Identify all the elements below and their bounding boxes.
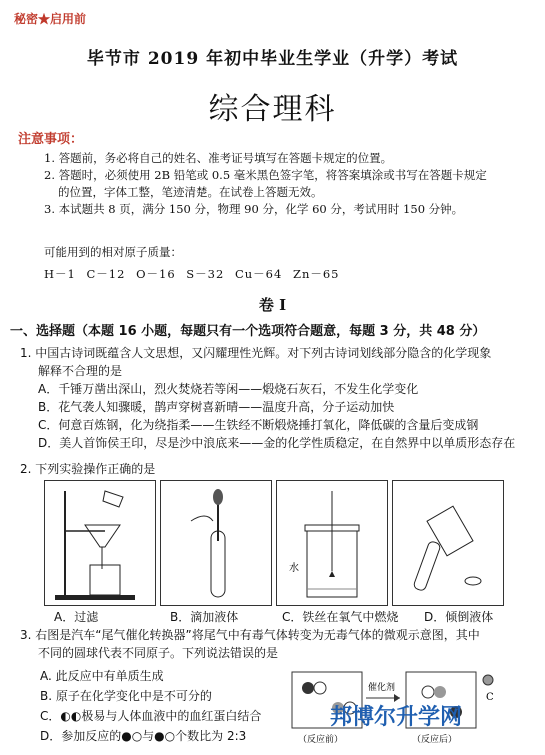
dropper-figure xyxy=(160,480,272,606)
catalyst-label: 催化剂 xyxy=(368,683,396,693)
notice-list xyxy=(44,150,524,218)
q1-stem-cont: 解释不合理的是 xyxy=(38,364,123,378)
q2-stem: 2. 下列实验操作正确的是 xyxy=(20,462,156,476)
notice-item: 的位置，字体工整，笔迹清楚。在试卷上答题无效。 xyxy=(58,185,323,199)
q3-stem: 3. 右图是汽车“尾气催化转换器”将尾气中有毒气体转变为无毒气体的微观示意图，其中 xyxy=(20,628,480,642)
q3-option-c: C．◐◐极易与人体血液中的血红蛋白结合 xyxy=(40,709,262,723)
subject-title: 综合理科 xyxy=(208,92,337,127)
q3-option-d: D．参加反应的●○与●○个数比为 2:3 xyxy=(40,729,247,743)
q3-options xyxy=(40,666,261,746)
pouring-bottle-icon xyxy=(393,481,503,605)
gas-jar-icon xyxy=(277,481,387,605)
caption-c: C．铁丝在氧气中燃烧 xyxy=(282,610,399,624)
experiment-figures xyxy=(44,480,504,604)
q1-option-b: B．花气袭人知骤暖，鹊声穿树喜新晴——温度升高，分子运动加快 xyxy=(38,400,395,414)
caption-d: D．倾倒液体 xyxy=(424,610,494,624)
notice-item: 3. 本试题共 8 页，满分 150 分，物理 90 分，化学 60 分，考试用时 150 分钟。 xyxy=(44,202,464,216)
q3-option-b: B. 原子在化学变化中是不可分的 xyxy=(40,689,212,703)
dropper-tube-icon xyxy=(161,481,271,605)
after-label: （反应后） xyxy=(412,735,458,745)
before-label: （反应前） xyxy=(298,735,344,745)
q3-stem-cont: 不同的圆球代表不同原子。下列说法错误的是 xyxy=(38,646,279,660)
atomic-mass-values: H－1 C－12 O－16 S－32 Cu－64 Zn－65 xyxy=(44,267,340,281)
section-heading: 一、选择题（本题 16 小题，每题只有一个选项符合题意，每题 3 分，共 48 分） xyxy=(10,324,486,339)
pouring-figure xyxy=(392,480,504,606)
q1-option-d: D．美人首饰侯王印，尽是沙中浪底来——金的化学性质稳定，在自然界中以单质形态存在 xyxy=(38,436,516,450)
filtration-apparatus-icon xyxy=(45,481,155,605)
filtration-figure xyxy=(44,480,156,606)
confidential-mark: 秘密★启用前 xyxy=(14,12,87,26)
question-3 xyxy=(20,626,525,662)
notice-item: 1. 答题前，务必将自己的姓名、准考证号填写在答题卡规定的位置。 xyxy=(44,151,393,165)
caption-b: B．滴加液体 xyxy=(170,610,239,624)
atomic-mass-heading: 可能用到的相对原子质量： xyxy=(44,245,182,259)
caption-a: A．过滤 xyxy=(54,610,99,624)
volume-title: 卷 I xyxy=(258,296,287,314)
q1-option-a: A．千锤万凿出深山，烈火焚烧若等闲——煅烧石灰石，不发生化学变化 xyxy=(38,382,419,396)
notice-heading: 注意事项： xyxy=(18,132,84,147)
iron-burning-figure xyxy=(276,480,388,606)
q1-stem: 1. 中国古诗词既蕴含人文思想，又闪耀理性光辉。对下列古诗词划线部分隐含的化学现象 xyxy=(20,346,492,360)
q3-option-a: A. 此反应中有单质生成 xyxy=(40,669,164,683)
watermark-logo: 邦博尔升学网 xyxy=(330,705,463,730)
exam-title: 毕节市 2019 年初中毕业生学业（升学）考试 xyxy=(86,49,459,69)
legend-c: C xyxy=(486,692,494,703)
question-1 xyxy=(20,344,530,452)
notice-item: 2. 答题时，必须使用 2B 铅笔或 0.5 毫米黑色签字笔，将答案填涂或书写在答题卡规定 xyxy=(44,168,487,182)
water-label: 水 xyxy=(289,563,299,574)
q1-option-c: C．何意百炼钢，化为绕指柔——生铁经不断煅烧捶打氧化，降低碳的含量后变成钢 xyxy=(38,418,479,432)
